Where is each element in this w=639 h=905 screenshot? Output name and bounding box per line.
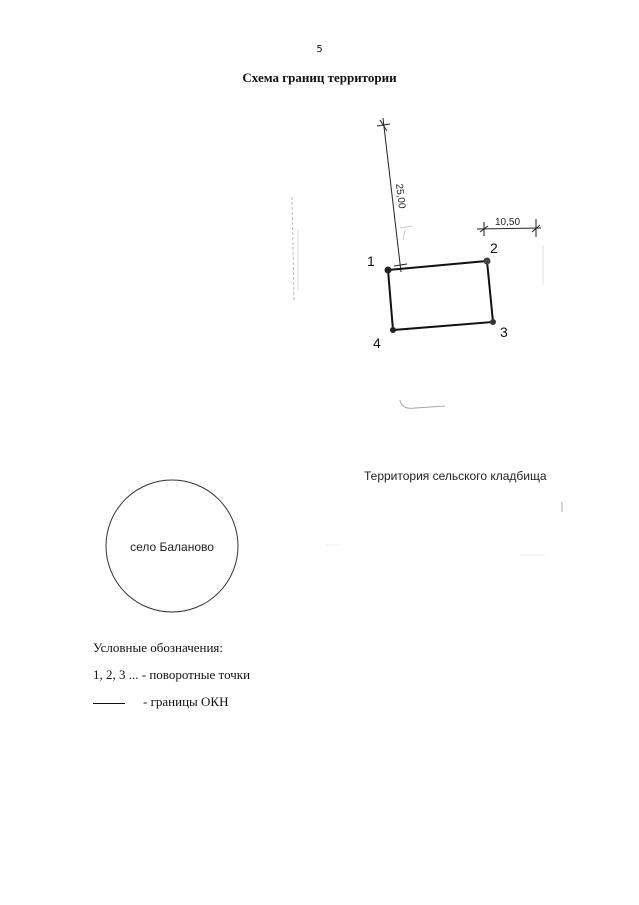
boundary-line-symbol	[93, 703, 125, 704]
turning-point-2	[484, 258, 491, 265]
point-label-3: 3	[500, 324, 508, 340]
legend-title: Условные обозначения:	[93, 640, 224, 655]
turning-point-3	[490, 319, 496, 325]
turning-point-4	[390, 327, 396, 333]
point-label-2: 2	[490, 240, 498, 256]
territory-boundary	[388, 261, 493, 330]
page-number: 5	[316, 44, 323, 55]
legend-boundary-item	[93, 694, 228, 710]
legend-points-item: 1, 2, 3 ... - поворотные точки	[93, 667, 251, 682]
horizontal-dimension-label: 10,50	[495, 217, 521, 228]
point-label-4: 4	[373, 335, 381, 351]
scan-artifacts	[292, 197, 562, 555]
territory-label: Территория сельского кладбища	[364, 469, 547, 483]
turning-point-1	[385, 267, 392, 274]
legend-boundary-label: - границы ОКН	[143, 694, 229, 709]
page-title: Схема границ территории	[242, 70, 397, 85]
vertical-dimension-label: 25,00	[393, 183, 407, 210]
village-label: село Баланово	[130, 540, 214, 554]
point-label-1: 1	[367, 253, 375, 269]
